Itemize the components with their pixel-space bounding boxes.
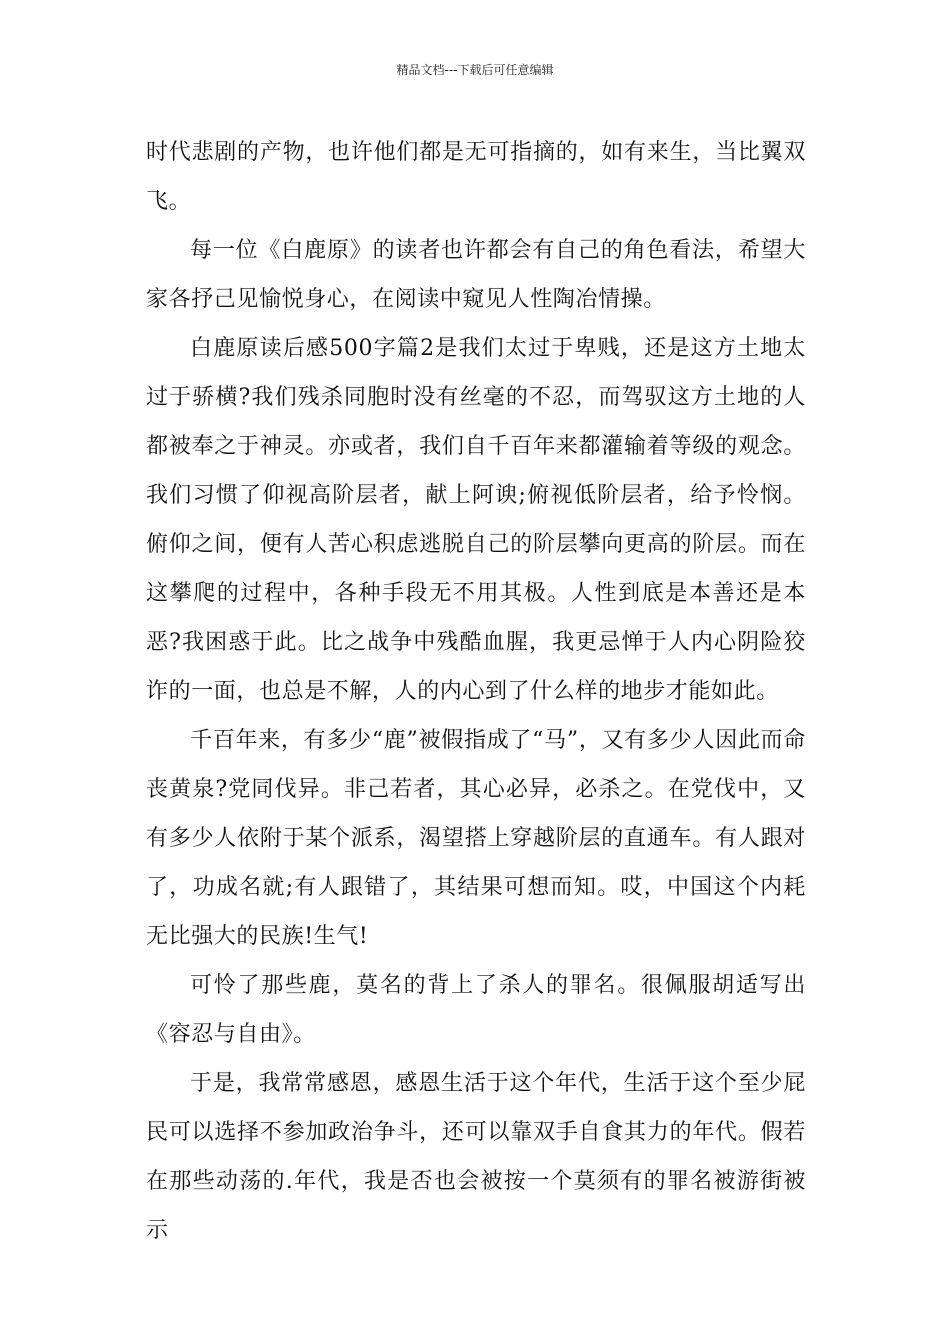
paragraph-4: 千百年来，有多少“鹿”被假指成了“马”，又有多少人因此而命丧黄泉?党同伐异。非己若者，其心必异，必杀之。在党伐中，又有多少人依附于某个派系，渴望搭上穿越阶层的直通车。有人跟对了，功成名就;有人跟错了，其结果可想而知。哎，中国这个内耗无比强大的民族!生气! xyxy=(146,728,806,949)
paragraph-2: 每一位《白鹿原》的读者也许都会有自己的角色看法，希望大家各抒己见愉悦身心，在阅读中窥见人性陶冶情操。 xyxy=(146,238,806,312)
paragraph-1: 时代悲剧的产物，也许他们都是无可指摘的，如有来生，当比翼双飞。 xyxy=(146,140,806,214)
paragraph-5: 可怜了那些鹿，莫名的背上了杀人的罪名。很佩服胡适写出《容忍与自由》。 xyxy=(146,973,806,1047)
document-body xyxy=(146,128,806,1255)
page-header: 精品文档---下载后可任意编辑 xyxy=(396,63,554,77)
paragraph-3: 白鹿原读后感500字篇2是我们太过于卑贱，还是这方土地太过于骄横?我们残杀同胞时没有丝毫的不忍，而驾驭这方土地的人都被奉之于神灵。亦或者，我们自千百年来都灌输着等级的观念。我们习惯了仰视高阶层者，献上阿谀;俯视低阶层者，给予怜悯。俯仰之间，便有人苦心积虑逃脱自己的阶层攀向更高的阶层。而在这攀爬的过程中，各种手段无不用其极。人性到底是本善还是本恶?我困惑于此。比之战争中残酷血腥，我更忌惮于人内心阴险狡诈的一面，也总是不解，人的内心到了什么样的地步才能如此。 xyxy=(146,336,806,704)
paragraph-6: 于是，我常常感恩，感恩生活于这个年代，生活于这个至少屁民可以选择不参加政治争斗，还可以靠双手自食其力的年代。假若在那些动荡的.年代，我是否也会被按一个莫须有的罪名被游街被示 xyxy=(146,1071,806,1243)
